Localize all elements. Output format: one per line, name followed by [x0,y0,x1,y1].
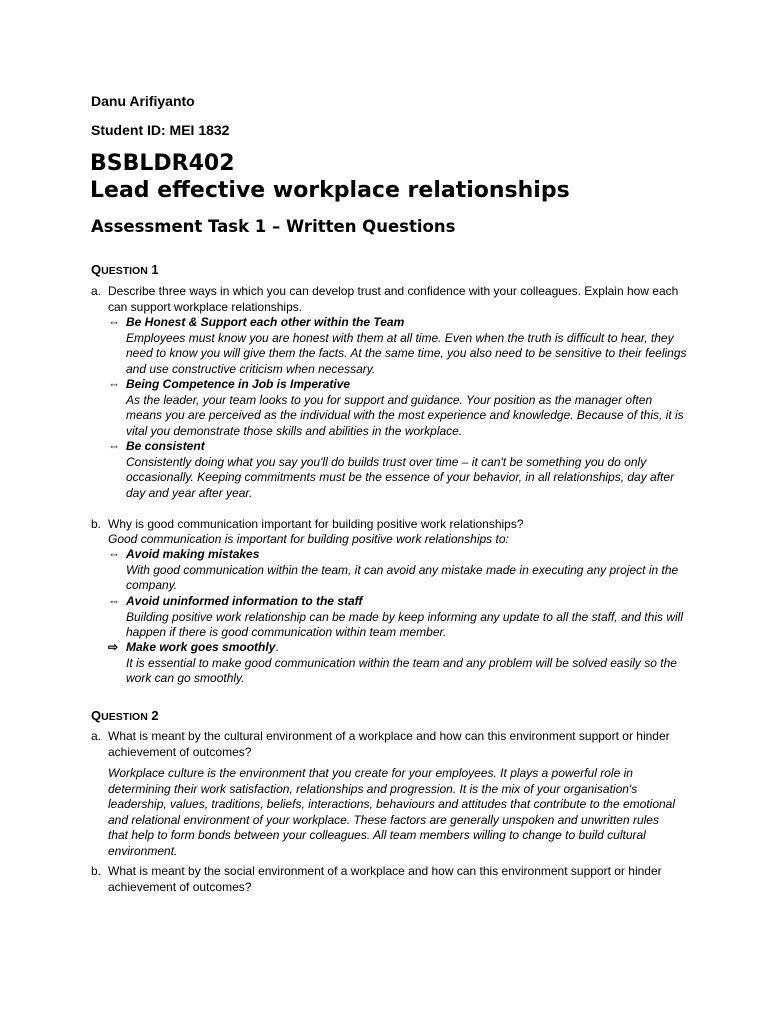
point-smooth-work [108,640,688,687]
point-heading: Be Honest & Support each other within the Team [126,315,405,329]
student-name: Danu Arifiyanto [91,93,195,109]
question-2-heading-number: 2 [151,708,159,723]
point-honest [108,315,688,377]
question-2a-text: What is meant by the cultural environment of a workplace and how can this environment support or hinder achievement of outcomes? [108,729,670,759]
point-body: Building positive work relationship can be made by keep informing any update to all the staff, and this will happen if there is good communication within team member. [126,609,683,639]
unit-title: Lead effective workplace relationships [90,178,570,203]
question-1a-label: a. [91,284,102,298]
double-arrow-icon: ⇔ [108,594,120,608]
point-body: With good communication within the team, it can avoid any mistake made in executing any project in the company. [126,562,679,592]
question-2-heading [91,708,159,723]
double-arrow-icon: ⇔ [108,315,120,329]
question-2a-label: a. [91,729,102,743]
point-heading: Being Competence in Job is Imperative [126,377,351,391]
point-body: Consistently doing what you say you'll do builds trust over time – it can't be something you do only occasionally. Keeping commitments must be the essence of your behavior, in all relationships, day after day and year after year. [126,454,675,500]
point-body: Employees must know you are honest with them at all time. Even when the truth is difficult to hear, they need to know you will give them the facts. At the same time, you also need to be sensitive to their feelings and use constructive criticism when necessary. [126,330,687,376]
question-1-heading-initial: Q [91,262,102,277]
point-heading: Be consistent [126,439,205,453]
point-avoid-mistakes [108,547,688,594]
right-arrow-icon: ⇨ [108,640,119,654]
point-competence [108,377,688,439]
question-1b [91,517,691,533]
point-heading [126,640,688,656]
point-consistent [108,439,688,501]
question-2b-label: b. [91,864,102,878]
unit-code: BSBLDR402 [90,151,235,176]
point-body: As the leader, your team looks to you for support and guidance. Your position as the manager often means you are perceived as the individual with the most experience and knowledge. Because of this, it is vital you demonstrate those skills and abilities in the workplace. [126,392,684,438]
student-id: Student ID: MEI 1832 [91,122,230,138]
double-arrow-icon: ⇔ [108,547,120,561]
question-1-heading-number: 1 [151,262,159,277]
question-2b [91,864,691,895]
question-1-heading-rest: UESTION [101,265,148,277]
question-1b-label: b. [91,517,102,531]
question-2-heading-initial: Q [91,708,102,723]
question-2a [91,729,691,760]
point-avoid-uninformed [108,594,688,641]
point-heading: Avoid uninformed information to the staff [126,594,363,608]
point-heading: Avoid making mistakes [126,547,260,561]
question-1b-text: Why is good communication important for building positive work relationships? [108,517,524,531]
question-1a-text: Describe three ways in which you can develop trust and confidence with your colleagues. Explain how each can support workplace relationships. [108,284,679,314]
double-arrow-icon: ⇔ [108,377,120,391]
point-body: It is essential to make good communication within the team and any problem will be solved easily so the work can go smoothly. [126,655,677,685]
assessment-task-title: Assessment Task 1 – Written Questions [91,217,456,236]
double-arrow-icon: ⇔ [108,439,120,453]
question-2b-text: What is meant by the social environment of a workplace and how can this environment support or hinder achievement of outcomes? [108,864,662,894]
point-heading-suffix: . [275,640,279,654]
question-2a-answer: Workplace culture is the environment that you create for your employees. It plays a powerful role in determining their work satisfaction, relationships and progression. It is the mix of your organisation's leadership, values, traditions, beliefs, interactions, behaviours and attitudes that contribute to the emotional and relational environment of your workplace. These factors are generally unspoken and unwritten rules that help to form bonds between your colleagues. All team members willing to change to build cultural environment. [108,766,676,858]
question-2-heading-rest: UESTION [101,711,148,723]
question-1a [91,284,691,315]
question-1b-intro: Good communication is important for building positive work relationships to: [108,532,509,546]
point-heading-text: Make work goes smoothly [126,640,276,654]
question-1-heading [91,262,159,277]
